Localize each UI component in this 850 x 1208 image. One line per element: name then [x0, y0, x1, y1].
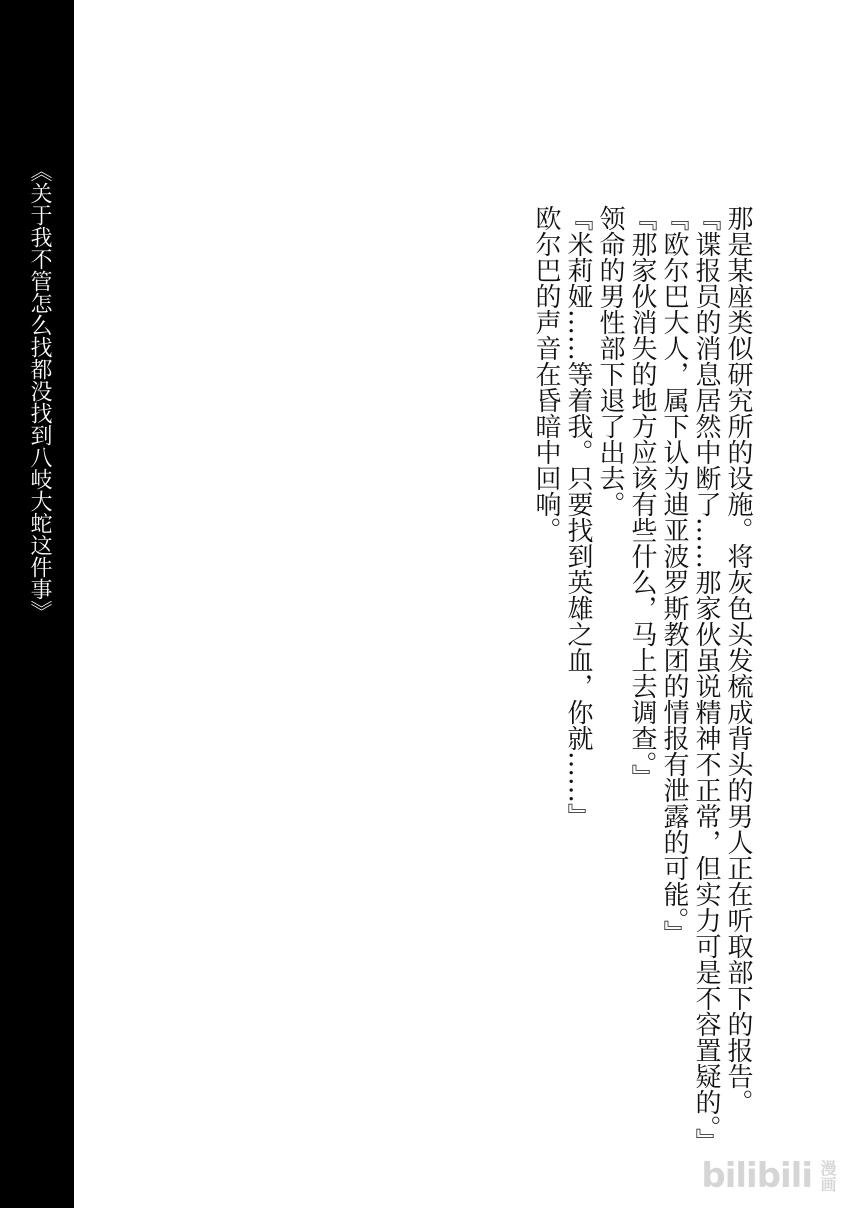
paragraph-3: 『欧尔巴大人，属下认为迪亚波罗斯教团的情报有泄露的可能。』 [659, 205, 689, 946]
bilibili-comics-watermark [701, 1156, 836, 1196]
paragraph-4: 『那家伙消失的地方应该有些什么，马上去调查。』 [627, 205, 657, 790]
book-title: 《关于我不管怎么找都没找到八岐大蛇这件事》 [27, 160, 52, 622]
paragraph-5: 领命的男性部下退了出去。 [595, 205, 625, 517]
paragraph-2: 『谍报员的消息居然中断了……那家伙虽说精神不正常，但实力可是不容置疑的。』 [691, 205, 721, 1154]
paragraph-6: 『米莉娅……等着我。只要找到英雄之血，你就……』 [563, 205, 593, 829]
paragraph-7: 欧尔巴的声音在昏暗中回响。 [531, 205, 561, 543]
novel-text [530, 205, 754, 1154]
sidebar [0, 0, 74, 1208]
watermark-sub: 漫画 [818, 1160, 837, 1192]
watermark-logo: bilibili [701, 1156, 812, 1196]
paragraph-1: 那是某座类似研究所的设施。将灰色头发梳成背头的男人正在听取部下的报告。 [723, 205, 753, 1115]
